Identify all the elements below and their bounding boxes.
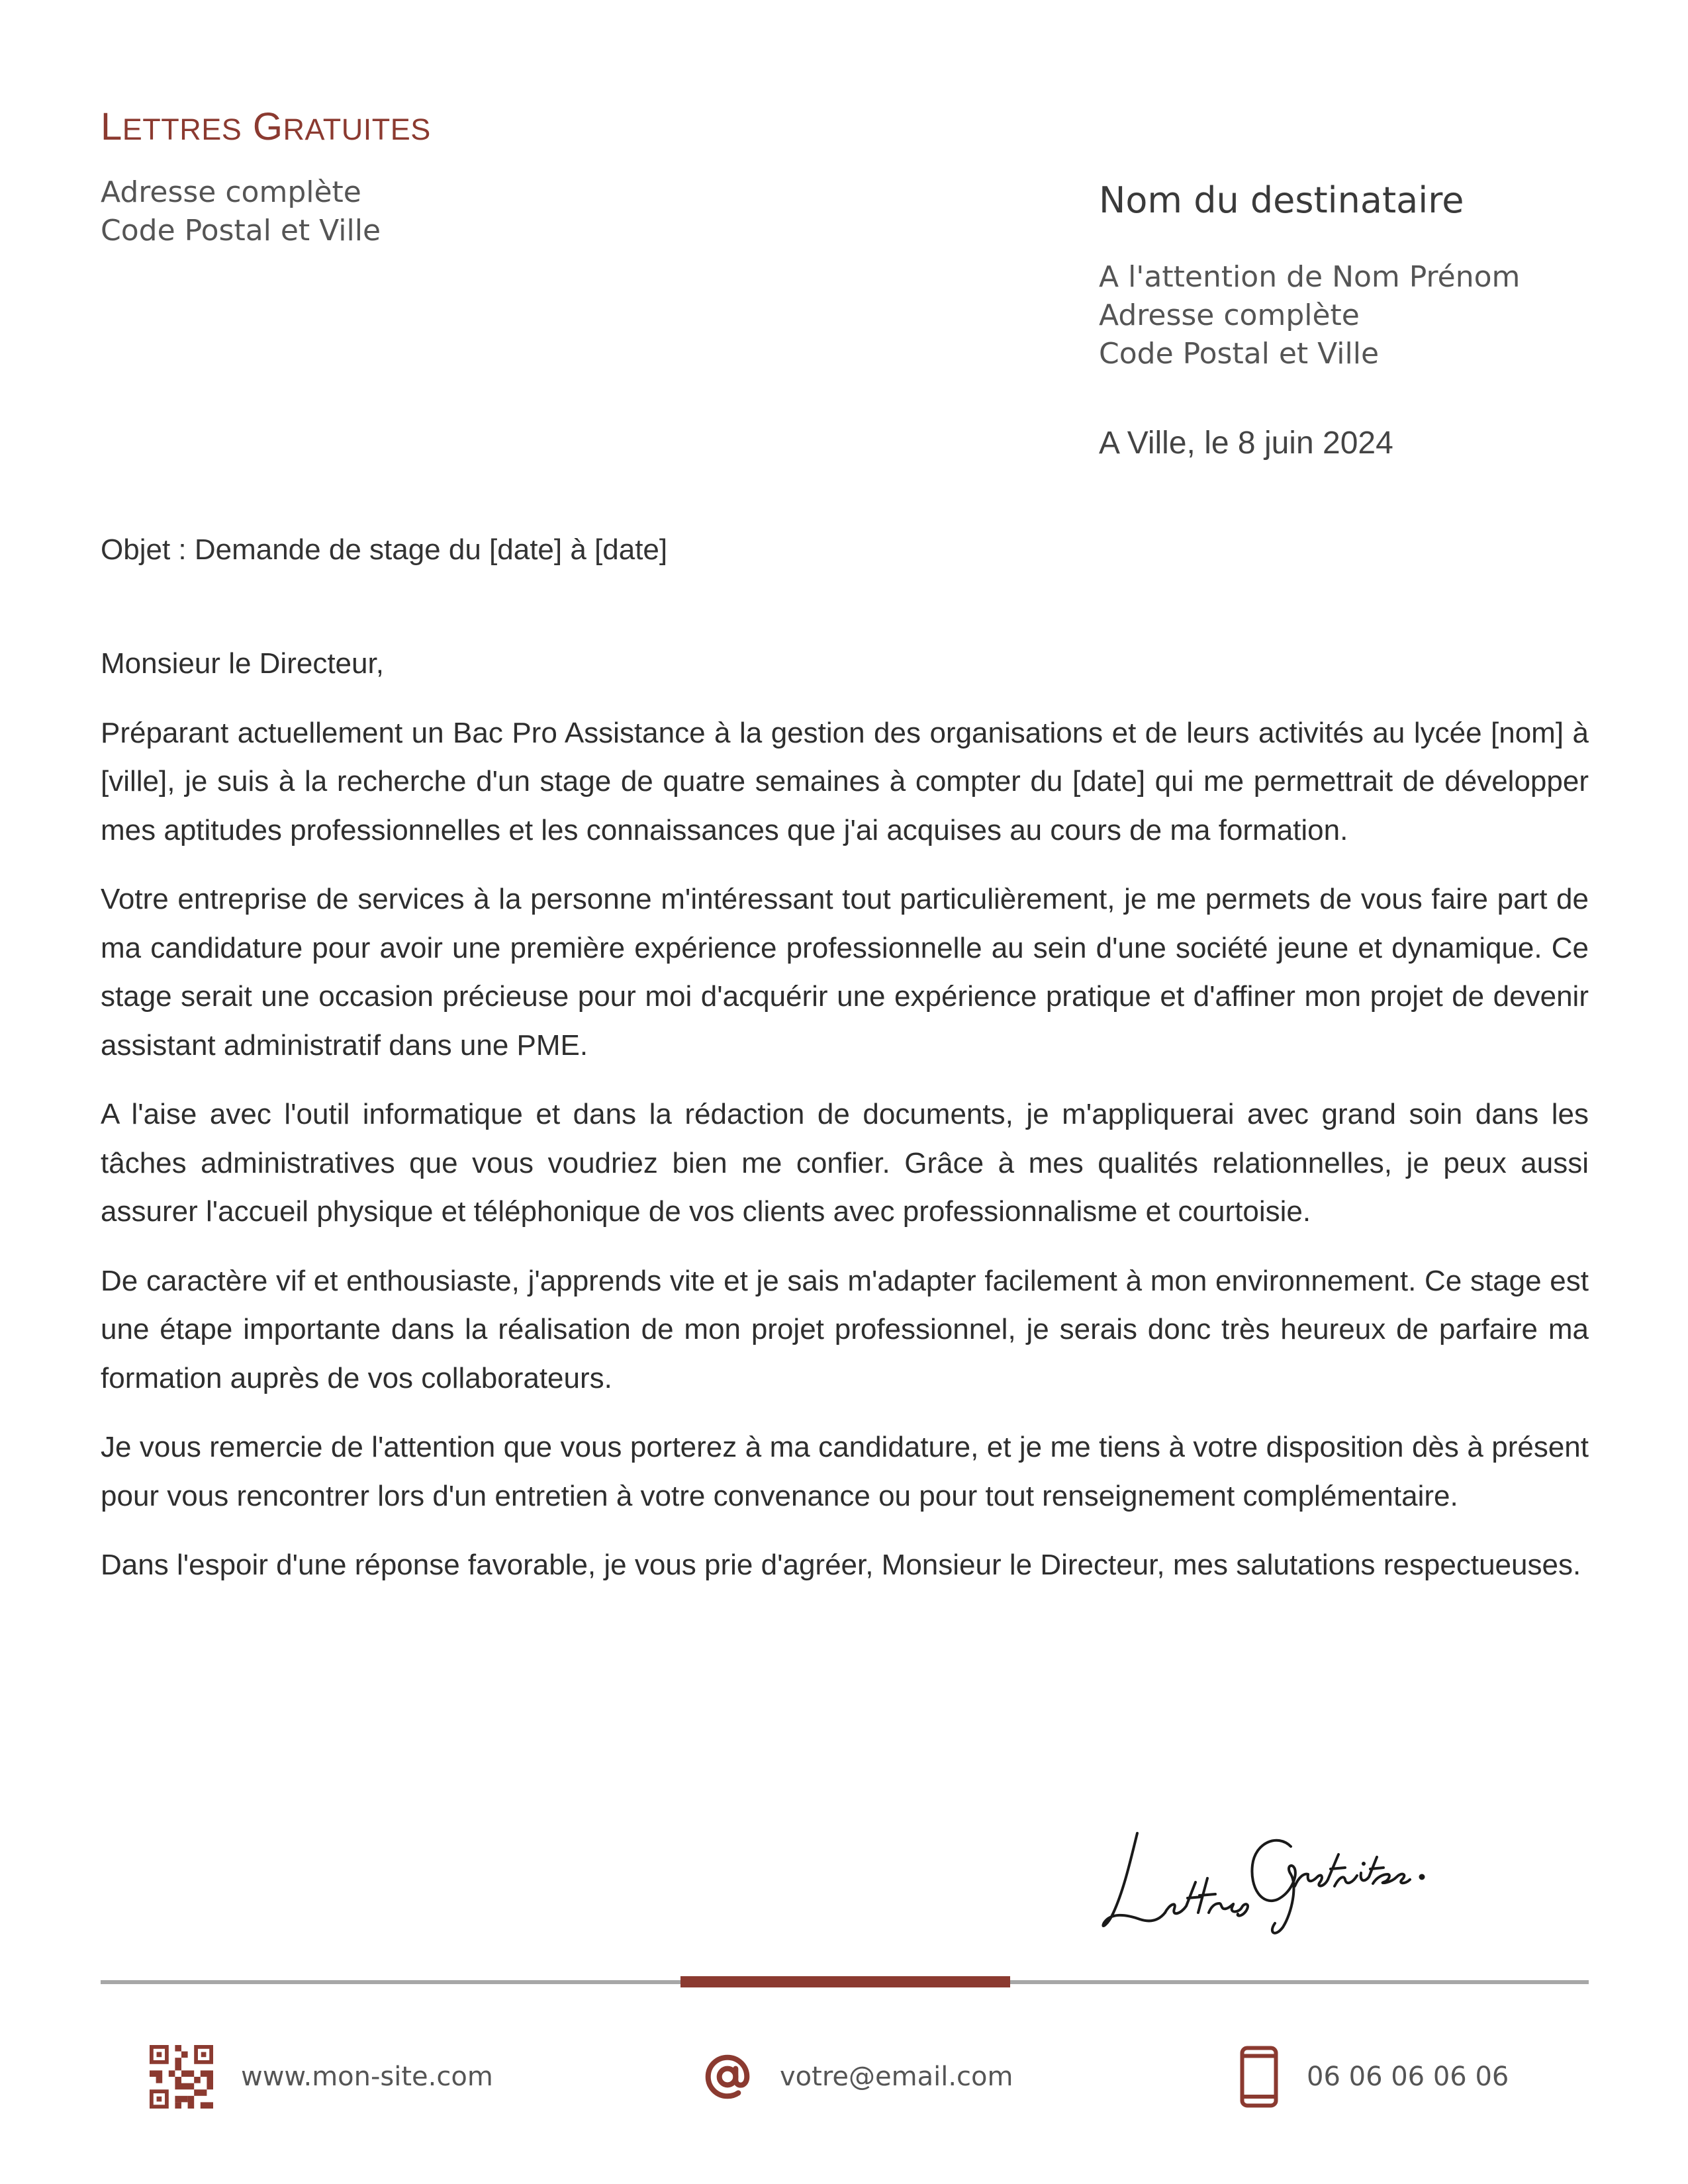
sender-address xyxy=(101,173,381,250)
footer-phone xyxy=(1239,2044,1509,2110)
body-paragraph: Préparant actuellement un Bac Pro Assistance à la gestion des organisations et de leurs activités au lycée [nom] à [ville], je suis à la recherche d'un stage de quatre semaines à compter du [date] qui me permettrait de développer mes aptitudes professionnelles et les connaissances que j'ai acquises au cours de ma formation. xyxy=(101,716,1589,846)
phone-icon xyxy=(1239,2045,1279,2109)
body-paragraph: De caractère vif et enthousiaste, j'apprends vite et je sais m'adapter facilement à mon environnement. Ce stage est une étape importante dans la réalisation de mon projet professionnel, je serais donc très heureux de parfaire ma formation auprès de vos collaborateurs. xyxy=(101,1264,1589,1394)
body-paragraph: Votre entreprise de services à la personne m'intéressant tout particulièrement, je me permets de vous faire part de ma candidature pour avoir une première expérience professionnelle au sein d'une société jeune et dynamique. Ce stage serait une occasion précieuse pour moi d'acquérir une expérience pratique et d'affiner mon projet de devenir assistant administratif dans une PME. xyxy=(101,883,1589,1062)
qr-code-icon xyxy=(150,2045,213,2109)
sender-address-line: Adresse complète xyxy=(101,175,361,209)
sender-name-rest-2: RATUITES xyxy=(283,113,431,146)
sender-name-rest-1: ETTRES xyxy=(122,113,242,146)
phone-number[interactable]: 06 06 06 06 06 xyxy=(1307,2062,1509,2092)
body-paragraph: A l'aise avec l'outil informatique et dans la rédaction de documents, je m'appliquerai avec grand soin dans les tâches administratives que vous voudriez bien me confier. Grâce à mes qualités relationnelles, je peux aussi assurer l'accueil physique et téléphonique de vos clients avec professionnalisme et courtoisie. xyxy=(101,1098,1589,1228)
email-link[interactable]: votre@email.com xyxy=(780,2062,1013,2092)
recipient-address-line: Adresse complète xyxy=(1099,298,1360,332)
recipient-postal-line: Code Postal et Ville xyxy=(1099,337,1380,371)
footer-email xyxy=(703,2044,1013,2110)
closing-paragraph: Dans l'espoir d'une réponse favorable, je vous prie d'agréer, Monsieur le Directeur, mes salutations respectueuses. xyxy=(101,1549,1581,1581)
salutation: Monsieur le Directeur, xyxy=(101,647,384,680)
recipient-address xyxy=(1099,258,1520,373)
recipient-attention-line: A l'attention de Nom Prénom xyxy=(1099,260,1521,294)
sender-name-initial-1: L xyxy=(101,105,122,148)
recipient-name: Nom du destinataire xyxy=(1099,179,1464,221)
footer-divider-accent xyxy=(680,1976,1010,1987)
at-sign-icon xyxy=(703,2052,752,2101)
footer-website xyxy=(150,2044,493,2110)
sender-name-initial-2: G xyxy=(252,105,283,148)
body-paragraph: Je vous remercie de l'attention que vous porterez à ma candidature, et je me tiens à votre disposition dès à présent pour vous rencontrer lors d'un entretien à votre convenance ou pour tout renseignement complémentaire. xyxy=(101,1431,1589,1512)
website-link[interactable]: www.mon-site.com xyxy=(241,2062,493,2092)
handwritten-signature xyxy=(1099,1813,1443,1939)
letter-subject: Objet : Demande de stage du [date] à [date] xyxy=(101,533,668,566)
letter-date: A Ville, le 8 juin 2024 xyxy=(1099,426,1393,461)
sender-postal-line: Code Postal et Ville xyxy=(101,214,381,248)
sender-name xyxy=(101,105,431,152)
letter-body xyxy=(101,639,1589,1610)
